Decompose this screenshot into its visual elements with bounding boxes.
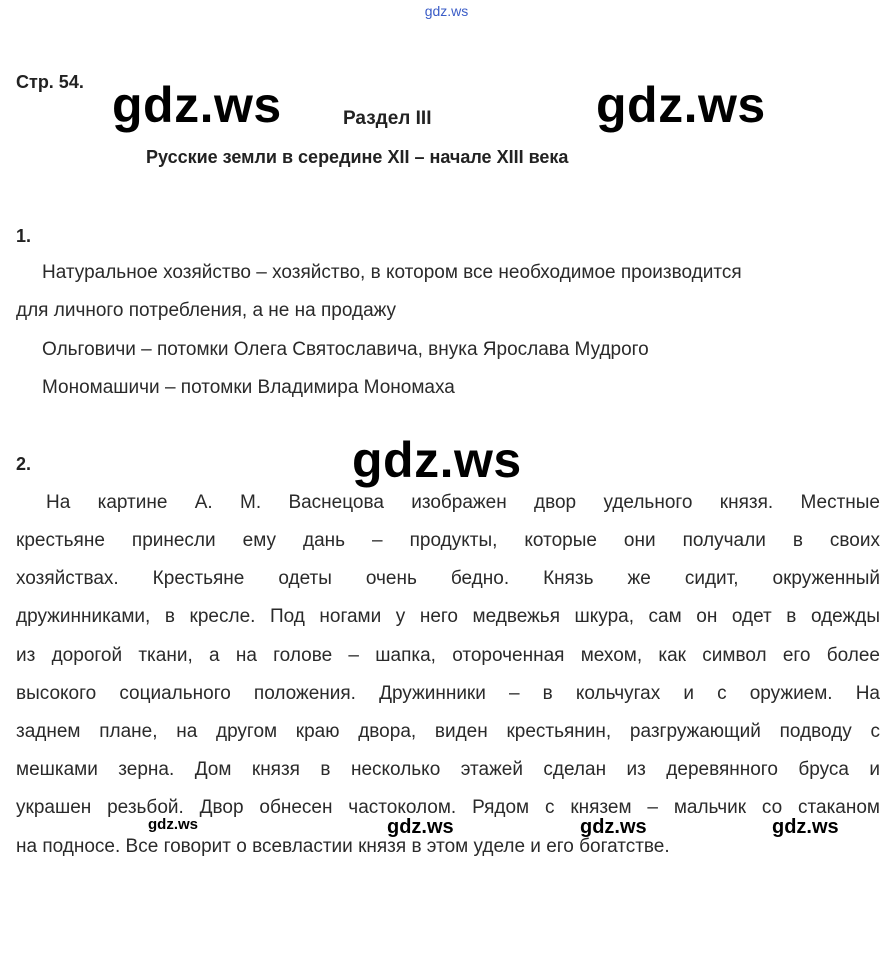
task-2-line: заднем плане, на другом краю двора, виден крестьянин, разгружающий подводу с — [16, 721, 880, 742]
task-2-line: дружинниками, в кресле. Под ногами у него медвежья шкура, сам он одет в одежды — [16, 606, 880, 627]
watermark-top: gdz.ws — [424, 3, 469, 19]
section-title: Раздел III — [343, 108, 432, 129]
task-2-line: мешками зерна. Дом князя в несколько этажей сделан из деревянного бруса и — [16, 759, 880, 780]
task-2-line: на подносе. Все говорит о всевластии князя в этом уделе и его богатстве. — [16, 836, 670, 857]
watermark-large: gdz.ws — [352, 432, 522, 488]
task-2-line: хозяйствах. Крестьяне одеты очень бедно. Князь же сидит, окруженный — [16, 568, 880, 589]
section-subtitle: Русские земли в середине XII – начале XIII века — [146, 147, 569, 167]
task-1-line: Мономашичи – потомки Владимира Мономаха — [42, 377, 455, 398]
task-2-line: украшен резьбой. Двор обнесен частоколом. Рядом с князем – мальчик со стаканом — [16, 797, 880, 818]
page-reference: Стр. 54. — [16, 72, 84, 92]
task-1-line: Натуральное хозяйство – хозяйство, в котором все необходимое производится — [42, 262, 742, 283]
task-2-line: крестьяне принесли ему дань – продукты, которые они получали в своих — [16, 530, 880, 551]
watermark-small: gdz.ws — [148, 816, 199, 833]
task-2-line: На картине А. М. Васнецова изображен двор удельного князя. Местные — [46, 492, 880, 513]
task-1-number: 1. — [16, 226, 32, 246]
watermark-large: gdz.ws — [596, 77, 766, 133]
watermark-small: gdz.ws — [772, 816, 839, 838]
task-1-line: Ольговичи – потомки Олега Святославича, внука Ярослава Мудрого — [42, 339, 649, 360]
task-2-number: 2. — [16, 454, 32, 474]
task-2-line: из дорогой ткани, а на голове – шапка, отороченная мехом, как символ его более — [16, 645, 880, 666]
watermark-large: gdz.ws — [112, 77, 282, 133]
watermark-small: gdz.ws — [387, 816, 454, 838]
watermark-small: gdz.ws — [580, 816, 647, 838]
task-2-line: высокого социального положения. Дружинники – в кольчугах и с оружием. На — [16, 683, 880, 704]
task-1-line: для личного потребления, а не на продажу — [16, 300, 397, 321]
